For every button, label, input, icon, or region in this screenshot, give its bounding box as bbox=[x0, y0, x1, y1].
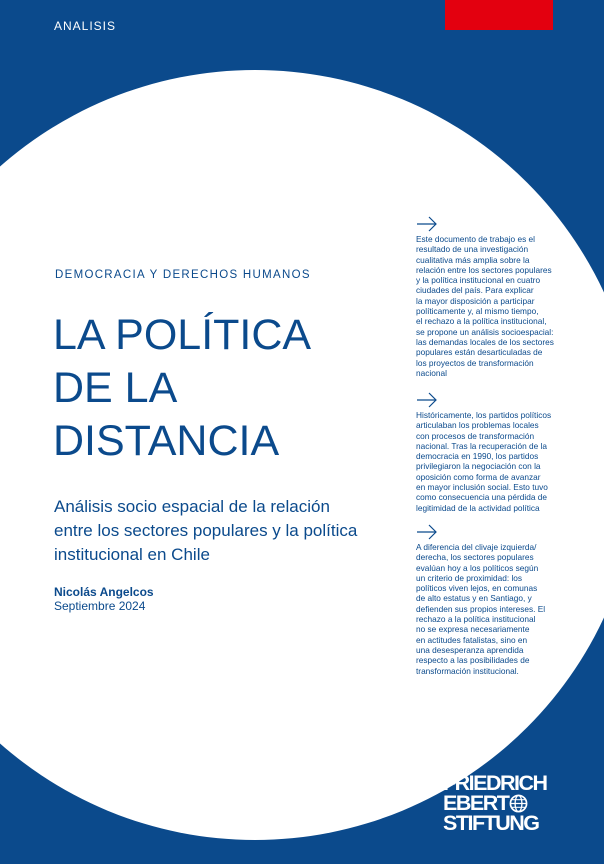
report-subtitle bbox=[54, 495, 384, 567]
summary-paragraph bbox=[416, 234, 566, 378]
summary-line: derecha, los sectores populares bbox=[416, 552, 534, 563]
subtitle-line: Análisis socio espacial de la relación bbox=[54, 497, 330, 516]
summary-line: en actitudes fatalistas, sino en bbox=[416, 634, 528, 645]
summary-line: populares están desarticuladas de bbox=[416, 347, 543, 358]
red-accent-tab bbox=[445, 0, 553, 30]
summary-line: legitimidad de la actividad política bbox=[416, 502, 540, 513]
title-line: LA POLÍTICA bbox=[53, 311, 312, 359]
summary-line: la mayor disposición a participar bbox=[416, 295, 535, 306]
summary-line: democracia en 1990, los partidos bbox=[416, 451, 539, 462]
category-label: DEMOCRACIA Y DERECHOS HUMANOS bbox=[55, 269, 311, 281]
summary-line: en mayor inclusión social. Esto tuvo bbox=[416, 482, 548, 493]
summary-line: las demandas locales de los sectores bbox=[416, 336, 554, 347]
report-title bbox=[53, 309, 383, 468]
summary-line: una desesperanza aprendida bbox=[416, 644, 524, 655]
title-line: DISTANCIA bbox=[53, 417, 280, 465]
summary-line: ciudades del país. Para explicar bbox=[416, 285, 534, 296]
summary-line: políticamente y, al mismo tiempo, bbox=[416, 306, 539, 317]
summary-line: políticos viven lejos, en comunas bbox=[416, 583, 538, 594]
publisher-logo bbox=[443, 773, 547, 833]
summary-line: se propone un análisis socioespacial: bbox=[416, 326, 554, 337]
summary-line: Históricamente, los partidos políticos bbox=[416, 410, 552, 420]
summary-line: resultado de una investigación bbox=[416, 244, 529, 255]
logo-line: STIFTUNG bbox=[443, 811, 539, 835]
summary-line: y la política institucional en cuatro bbox=[416, 275, 541, 286]
summary-line: de alto estatus y en Santiago, y bbox=[416, 593, 532, 604]
summary-line: rechazo a la política institucional bbox=[416, 614, 536, 625]
logo-line-text: EBERT bbox=[443, 791, 509, 815]
publication-date: Septiembre 2024 bbox=[54, 599, 146, 613]
summary-line: cualitativa más amplia sobre la bbox=[416, 254, 530, 265]
subtitle-line: institucional en Chile bbox=[54, 545, 210, 564]
summary-line: no se expresa necesariamente bbox=[416, 624, 530, 635]
summary-paragraph bbox=[416, 542, 566, 676]
arrow-right-icon bbox=[416, 392, 438, 408]
summary-line: respecto a las posibilidades de bbox=[416, 655, 530, 666]
summary-line: como consecuencia una pérdida de bbox=[416, 492, 547, 503]
logo-line bbox=[443, 793, 547, 813]
summary-block bbox=[416, 392, 566, 513]
arrow-right-icon bbox=[416, 216, 438, 232]
summary-line: transformación institucional. bbox=[416, 665, 519, 676]
series-label: ANALISIS bbox=[54, 19, 117, 33]
summary-line: un criterio de proximidad: los bbox=[416, 572, 523, 583]
summary-line: defienden sus propios intereses. El bbox=[416, 603, 546, 614]
logo-line: FRIEDRICH bbox=[443, 771, 547, 795]
summary-line: evalúan hoy a los políticos según bbox=[416, 562, 539, 573]
summary-line: nacional bbox=[416, 367, 447, 378]
summary-line: relación entre los sectores populares bbox=[416, 264, 552, 275]
summary-line: Este documento de trabajo es el bbox=[416, 234, 535, 244]
summary-paragraph bbox=[416, 410, 566, 513]
title-line: DE LA bbox=[53, 364, 178, 412]
author-name: Nicolás Angelcos bbox=[54, 585, 154, 599]
summary-line: articulaban los problemas locales bbox=[416, 420, 539, 431]
summary-line: los proyectos de transformación bbox=[416, 357, 534, 368]
summary-block bbox=[416, 216, 566, 378]
summary-line: con procesos de transformación bbox=[416, 430, 535, 441]
summary-line: oposición como forma de avanzar bbox=[416, 471, 541, 482]
arrow-right-icon bbox=[416, 524, 438, 540]
summary-block bbox=[416, 524, 566, 676]
summary-line: nacional. Tras la recuperación de la bbox=[416, 440, 547, 451]
summary-line: privilegiaron la negociación con la bbox=[416, 461, 541, 472]
subtitle-line: entre los sectores populares y la política bbox=[54, 521, 358, 540]
summary-line: el rechazo a la política institucional, bbox=[416, 316, 547, 327]
summary-line: A diferencia del clivaje izquierda/ bbox=[416, 542, 537, 552]
